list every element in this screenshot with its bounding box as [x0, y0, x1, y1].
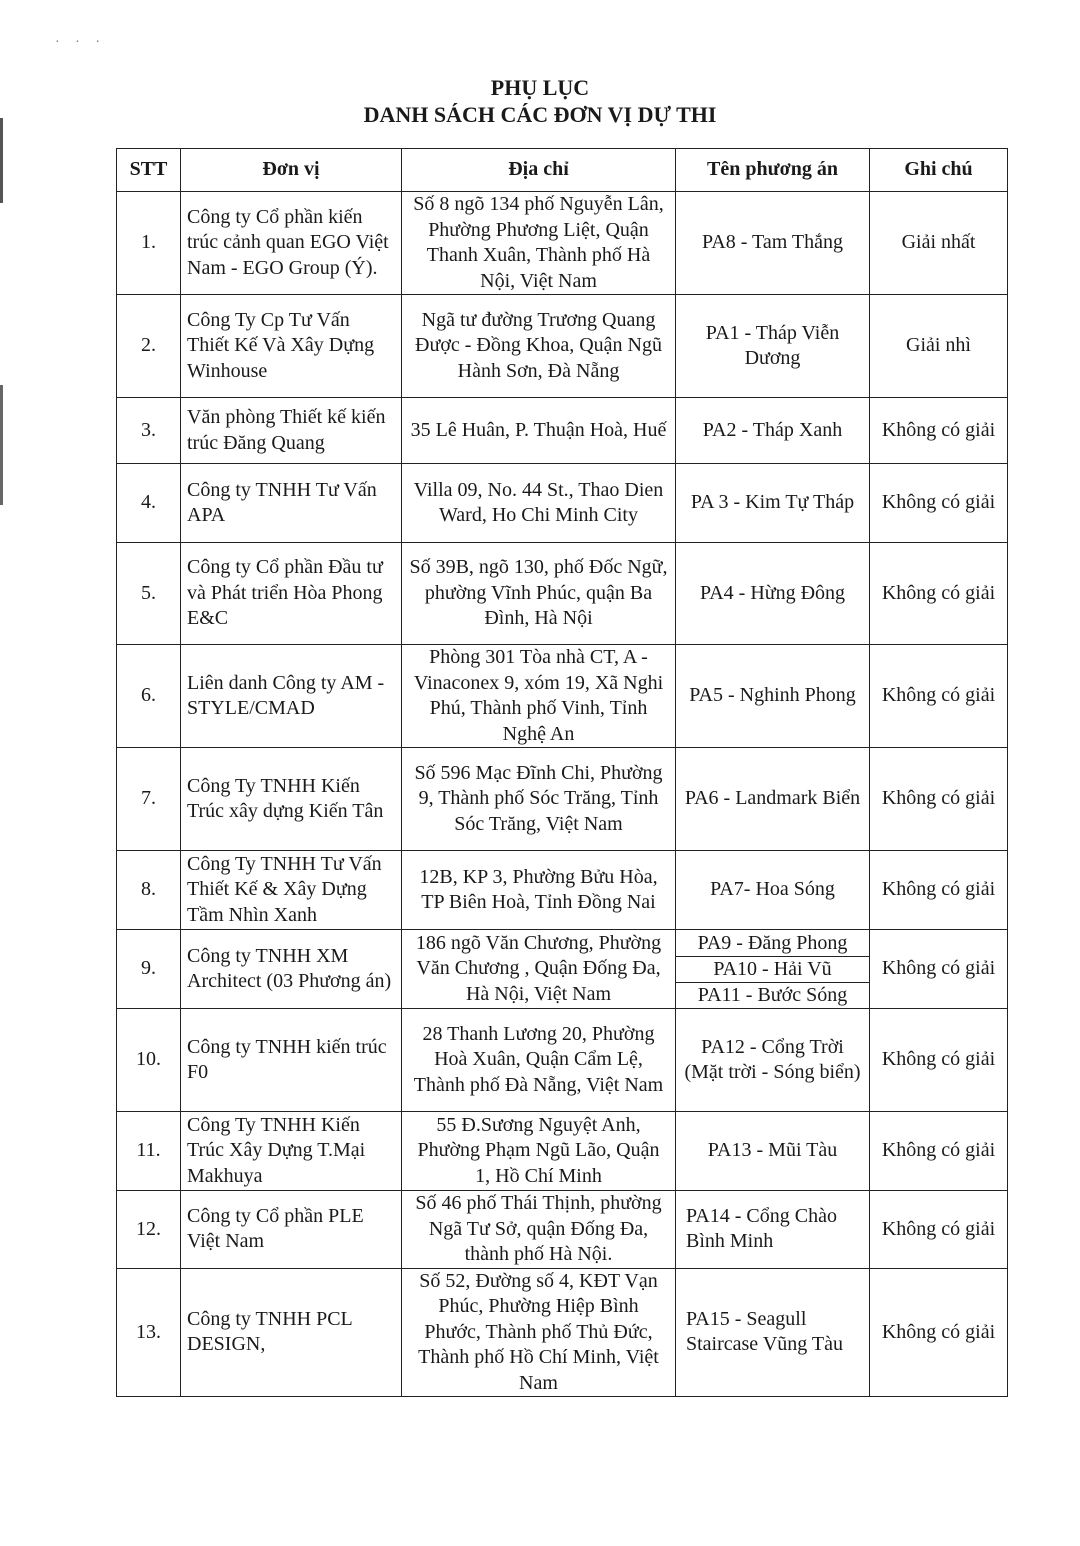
table-row — [117, 1268, 1008, 1397]
cell-address: Số 8 ngõ 134 phố Nguyễn Lân, Phường Phương Liệt, Quận Thanh Xuân, Thành phố Hà Nội, Việt Nam — [402, 192, 676, 295]
list-title: DANH SÁCH CÁC ĐƠN VỊ DỰ THI — [363, 102, 717, 127]
cell-note: Không có giải — [870, 1112, 1008, 1191]
cell-address: Số 39B, ngõ 130, phố Đốc Ngữ, phường Vĩnh Phúc, quận Ba Đình, Hà Nội — [402, 543, 676, 645]
cell-stt: 7. — [117, 748, 181, 851]
scan-edge-mark — [0, 118, 3, 203]
table-row — [117, 543, 1008, 645]
cell-plan: PA2 - Tháp Xanh — [676, 398, 870, 464]
subplan-item: PA11 - Bước Sóng — [697, 983, 848, 1006]
cell-unit: Công ty TNHH Tư Vấn APA — [181, 464, 402, 543]
cell-address: 55 Đ.Sương Nguyệt Anh, Phường Phạm Ngũ Lão, Quận 1, Hồ Chí Minh — [402, 1112, 676, 1191]
cell-plan: PA15 - Seagull Staircase Vũng Tàu — [676, 1268, 870, 1397]
table-header-row — [117, 149, 1008, 192]
table-row — [117, 1112, 1008, 1191]
cell-stt: 3. — [117, 398, 181, 464]
cell-address: 12B, KP 3, Phường Bửu Hòa, TP Biên Hoà, Tỉnh Đồng Nai — [402, 851, 676, 930]
table-row — [117, 748, 1008, 851]
column-header-address: Địa chỉ — [402, 149, 676, 192]
column-header-plan: Tên phương án — [676, 149, 870, 192]
subplan-list — [676, 931, 869, 1008]
cell-stt: 6. — [117, 645, 181, 748]
cell-stt: 8. — [117, 851, 181, 930]
cell-stt: 10. — [117, 1009, 181, 1112]
cell-stt: 1. — [117, 192, 181, 295]
cell-unit: Công ty TNHH PCL DESIGN, — [181, 1268, 402, 1397]
cell-note: Giải nhì — [870, 295, 1008, 398]
cell-plan: PA14 - Cổng Chào Bình Minh — [676, 1191, 870, 1269]
cell-note: Không có giải — [870, 1191, 1008, 1269]
cell-unit: Công ty Cổ phần Đầu tư và Phát triển Hòa Phong E&C — [181, 543, 402, 645]
cell-address: Villa 09, No. 44 St., Thao Dien Ward, Ho Chi Minh City — [402, 464, 676, 543]
cell-plan: PA8 - Tam Thắng — [676, 192, 870, 295]
cell-address: Số 46 phố Thái Thịnh, phường Ngã Tư Sở, quận Đống Đa, thành phố Hà Nội. — [402, 1191, 676, 1269]
scan-speckle: · · · — [55, 35, 106, 50]
cell-plan: PA 3 - Kim Tự Tháp — [676, 464, 870, 543]
cell-note: Không có giải — [870, 851, 1008, 930]
cell-stt: 5. — [117, 543, 181, 645]
cell-unit: Công ty Cổ phần PLE Việt Nam — [181, 1191, 402, 1269]
column-header-stt: STT — [117, 149, 181, 192]
cell-address: 35 Lê Huân, P. Thuận Hoà, Huế — [402, 398, 676, 464]
cell-note: Không có giải — [870, 748, 1008, 851]
table-row — [117, 398, 1008, 464]
cell-address: 28 Thanh Lương 20, Phường Hoà Xuân, Quận Cẩm Lệ, Thành phố Đà Nẵng, Việt Nam — [402, 1009, 676, 1112]
appendix-title: PHỤ LỤC — [490, 75, 590, 100]
cell-note: Không có giải — [870, 1268, 1008, 1397]
table-row — [117, 851, 1008, 930]
cell-plan: PA1 - Tháp Viễn Dương — [676, 295, 870, 398]
cell-stt: 12. — [117, 1191, 181, 1269]
table-row — [117, 295, 1008, 398]
cell-plan: PA5 - Nghinh Phong — [676, 645, 870, 748]
subplan-item: PA10 - Hải Vũ — [676, 957, 869, 983]
cell-note: Không có giải — [870, 464, 1008, 543]
cell-unit: Liên danh Công ty AM - STYLE/CMAD — [181, 645, 402, 748]
cell-unit: Công Ty TNHH Kiến Trúc xây dựng Kiến Tân — [181, 748, 402, 851]
table-row — [117, 645, 1008, 748]
cell-note: Không có giải — [870, 1009, 1008, 1112]
subplan-item: PA9 - Đăng Phong — [676, 931, 869, 957]
cell-address: 186 ngõ Văn Chương, Phường Văn Chương , Quận Đống Đa, Hà Nội, Việt Nam — [402, 930, 676, 1009]
cell-unit: Văn phòng Thiết kế kiến trúc Đăng Quang — [181, 398, 402, 464]
cell-plan: PA12 - Cổng Trời (Mặt trời - Sóng biển) — [676, 1009, 870, 1112]
cell-unit: Công ty Cổ phần kiến trúc cảnh quan EGO Việt Nam - EGO Group (Ý). — [181, 192, 402, 295]
cell-plan: PA6 - Landmark Biển — [676, 748, 870, 851]
cell-address: Phòng 301 Tòa nhà CT, A - Vinaconex 9, xóm 19, Xã Nghi Phú, Thành phố Vinh, Tỉnh Nghệ An — [402, 645, 676, 748]
scan-edge-mark — [0, 385, 3, 505]
cell-stt: 4. — [117, 464, 181, 543]
table-row — [117, 930, 1008, 1009]
cell-stt: 13. — [117, 1268, 181, 1397]
cell-note: Không có giải — [870, 930, 1008, 1009]
cell-unit: Công Ty TNHH Tư Vấn Thiết Kế & Xây Dựng Tầm Nhìn Xanh — [181, 851, 402, 930]
table-row — [117, 1009, 1008, 1112]
cell-stt: 11. — [117, 1112, 181, 1191]
table-row — [117, 192, 1008, 295]
cell-stt: 2. — [117, 295, 181, 398]
column-header-unit: Đơn vị — [181, 149, 402, 192]
cell-address: Số 52, Đường số 4, KĐT Vạn Phúc, Phường Hiệp Bình Phước, Thành phố Thủ Đức, Thành phố Hồ Chí Minh, Việt Nam — [402, 1268, 676, 1397]
cell-unit: Công ty TNHH XM Architect (03 Phương án) — [181, 930, 402, 1009]
cell-unit: Công Ty Cp Tư Vấn Thiết Kế Và Xây Dựng Winhouse — [181, 295, 402, 398]
cell-address: Ngã tư đường Trương Quang Được - Đồng Khoa, Quận Ngũ Hành Sơn, Đà Nẵng — [402, 295, 676, 398]
cell-note: Không có giải — [870, 543, 1008, 645]
participants-table — [116, 148, 1008, 1397]
cell-note: Không có giải — [870, 398, 1008, 464]
document-header — [0, 74, 1080, 128]
cell-address: Số 596 Mạc Đĩnh Chi, Phường 9, Thành phố Sóc Trăng, Tỉnh Sóc Trăng, Việt Nam — [402, 748, 676, 851]
table-row — [117, 464, 1008, 543]
cell-unit: Công ty TNHH kiến trúc F0 — [181, 1009, 402, 1112]
cell-unit: Công Ty TNHH Kiến Trúc Xây Dựng T.Mại Makhuya — [181, 1112, 402, 1191]
column-header-note: Ghi chú — [870, 149, 1008, 192]
cell-stt: 9. — [117, 930, 181, 1009]
cell-plan: PA7- Hoa Sóng — [676, 851, 870, 930]
cell-plans — [676, 930, 870, 1009]
cell-plan: PA4 - Hừng Đông — [676, 543, 870, 645]
table-row — [117, 1191, 1008, 1269]
cell-plan: PA13 - Mũi Tàu — [676, 1112, 870, 1191]
cell-note: Không có giải — [870, 645, 1008, 748]
cell-note: Giải nhất — [870, 192, 1008, 295]
